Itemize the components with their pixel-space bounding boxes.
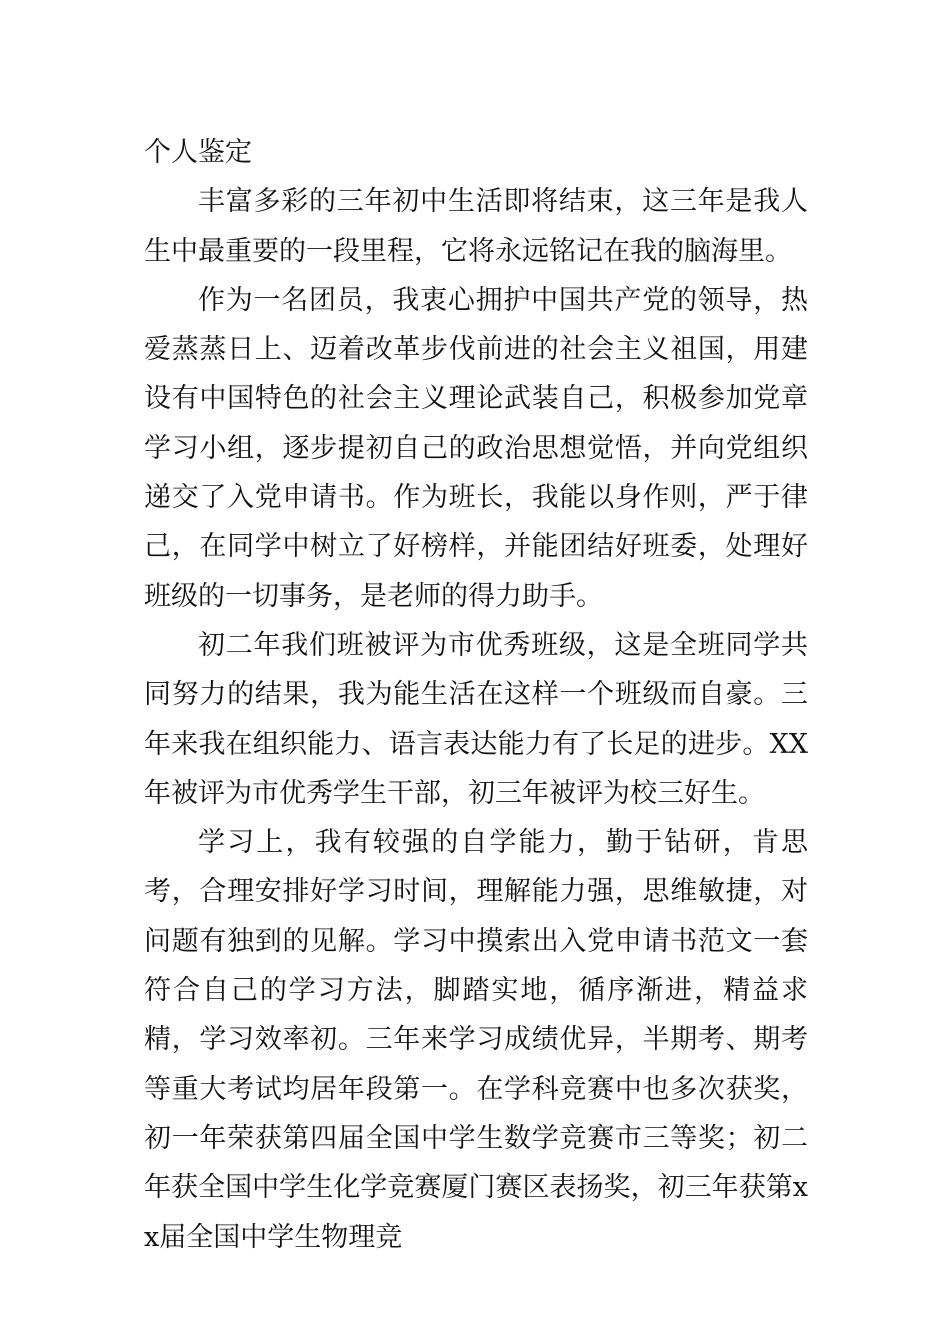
- paragraph-political: 作为一名团员，我衷心拥护中国共产党的领导，热爱蒸蒸日上、迈着改革步伐前进的社会主义祖国，用建设有中国特色的社会主义理论武装自己，积极参加党章学习小组，逐步提初自己的政治思想觉悟，并向党组织递交了入党申请书。作为班长，我能以身作则，严于律己，在同学中树立了好榜样，并能团结好班委，处理好班级的一切事务，是老师的得力助手。: [144, 284, 808, 612]
- document-title: 个人鉴定: [144, 137, 252, 168]
- document-body: [144, 128, 808, 1262]
- paragraph-intro: 丰富多彩的三年初中生活即将结束，这三年是我人生中最重要的一段里程，它将永远铭记在我的脑海里。: [144, 186, 808, 267]
- paragraph-class-honors: 初二年我们班被评为市优秀班级，这是全班同学共同努力的结果，我为能生活在这样一个班级而自豪。三年来我在组织能力、语言表达能力有了长足的进步。XX年被评为市优秀学生干部，初三年被评为校三好生。: [144, 629, 808, 809]
- paragraph-study: 学习上，我有较强的自学能力，勤于钻研，肯思考，合理安排好学习时间，理解能力强，思维敏捷，对问题有独到的见解。学习中摸索出入党申请书范文一套符合自己的学习方法，脚踏实地，循序渐进，精益求精，学习效率初。三年来学习成绩优异，半期考、期考等重大考试均居年段第一。在学科竞赛中也多次获奖，初一年荣获第四届全国中学生数学竞赛市三等奖；初二年获全国中学生化学竞赛厦门赛区表扬奖，初三年获第xx届全国中学生物理竞: [144, 827, 808, 1253]
